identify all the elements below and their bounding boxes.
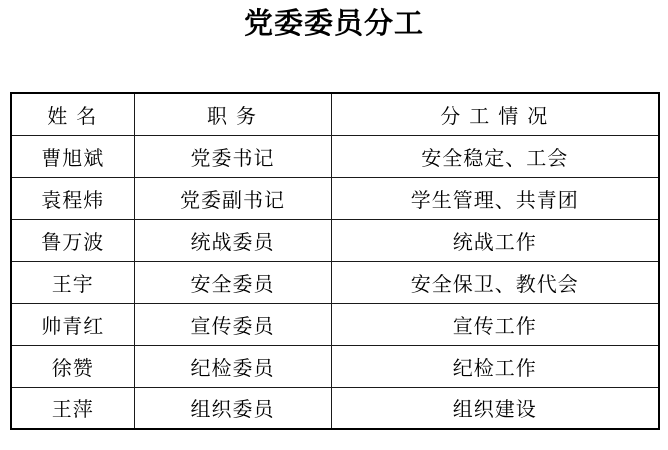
cell-role: 宣传委员 [134,303,331,345]
cell-name: 王萍 [11,387,134,429]
cell-name: 王宇 [11,261,134,303]
cell-duty: 宣传工作 [331,303,659,345]
table-row [11,177,659,219]
column-header: 姓 名 [11,93,134,135]
cell-role: 党委副书记 [134,177,331,219]
cell-role: 纪检委员 [134,345,331,387]
cell-role: 统战委员 [134,219,331,261]
cell-duty: 安全稳定、工会 [331,135,659,177]
table-row [11,261,659,303]
table-row [11,387,659,429]
cell-role: 党委书记 [134,135,331,177]
cell-name: 徐赞 [11,345,134,387]
cell-name: 曹旭斌 [11,135,134,177]
cell-duty: 统战工作 [331,219,659,261]
table-row [11,219,659,261]
cell-name: 袁程炜 [11,177,134,219]
table-header-row [11,93,659,135]
cell-duty: 纪检工作 [331,345,659,387]
cell-role: 安全委员 [134,261,331,303]
table-row [11,135,659,177]
table-body [11,93,659,429]
party-committee-duty-table [10,92,660,430]
cell-duty: 组织建设 [331,387,659,429]
cell-role: 组织委员 [134,387,331,429]
column-header: 职 务 [134,93,331,135]
cell-duty: 安全保卫、教代会 [331,261,659,303]
column-header: 分 工 情 况 [331,93,659,135]
table-row [11,345,659,387]
page-title: 党委委员分工 [243,8,424,40]
cell-name: 鲁万波 [11,219,134,261]
cell-name: 帅青红 [11,303,134,345]
cell-duty: 学生管理、共青团 [331,177,659,219]
table-row [11,303,659,345]
